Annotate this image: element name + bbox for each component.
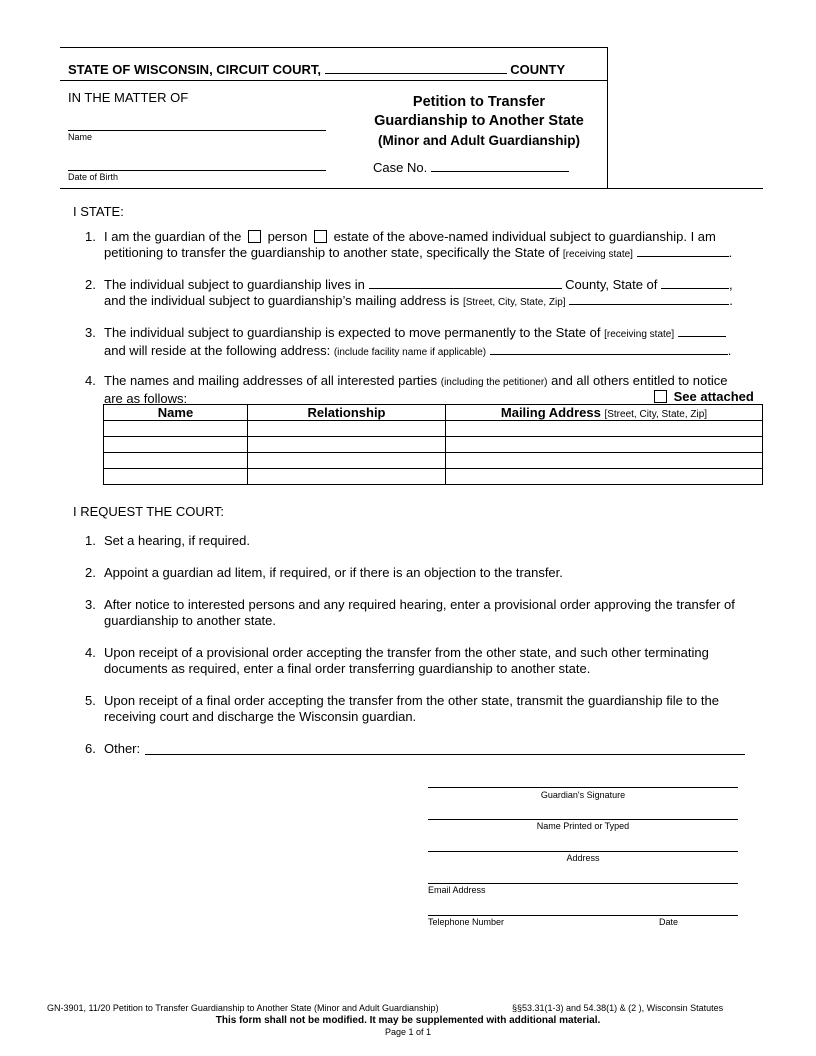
new-address-field[interactable] [490,343,728,355]
email-label: Email Address [428,885,486,895]
table-row [104,469,763,485]
mailing-address-hint: [Street, City, State, Zip] [462,297,566,308]
title-line-1: Petition to Transfer [412,94,546,110]
state-item-1-text-c: estate of the above-named individual subject to guardianship. I am [333,229,716,244]
person-checkbox[interactable] [248,230,261,243]
col-name-header: Name [104,405,248,421]
table-row [104,437,763,453]
relationship-cell[interactable] [248,437,446,453]
receiving-state-field[interactable] [637,245,729,257]
state-item-3-text-b: and will reside at the following address: [104,343,331,358]
see-attached-label: See attached [673,389,754,404]
phone-date-field[interactable] [428,915,738,916]
name-cell[interactable] [104,421,248,437]
receiving-state-hint: [receiving state] [562,249,633,260]
col-address-hint: [Street, City, State, Zip] [604,409,708,420]
state-item-2-text-b: County, State of [565,277,658,292]
state-item-4-text-b: and all others entitled to notice [551,373,728,388]
state-item-1: I am the guardian of the person estate of the above-named individual subject to guardianship. I am petitioning to transfer the guardianship to another state, specifically the State of [receiving state] . [104,229,733,260]
request-item-3-line-2: guardianship to another state. [104,613,277,628]
request-item-3 [104,597,735,629]
request-item-4-line-1: Upon receipt of a provisional order accepting the transfer from the other state, and such other terminating [104,645,709,660]
state-item-4 [104,373,727,407]
move-state-field[interactable] [678,325,726,337]
request-item-4-line-2: documents as required, enter a final order transferring guardianship to another state. [104,661,591,676]
request-item-6-num: 6. [85,741,96,756]
request-item-2: Appoint a guardian ad litem, if required, or if there is an objection to the transfer. [104,565,563,580]
other-label: Other: [104,741,141,756]
request-item-4 [104,645,709,677]
state-item-1-num: 1. [85,229,96,244]
request-item-4-num: 4. [85,645,96,660]
dob-field[interactable] [68,170,326,171]
date-label: Date [659,917,679,927]
state-item-4-num: 4. [85,373,96,388]
request-item-6 [104,741,140,757]
state-item-4-text-a: The names and mailing addresses of all interested parties [104,373,438,388]
other-field[interactable] [145,754,745,755]
county-lives-field[interactable] [369,277,562,289]
state-heading: I STATE: [73,204,124,219]
interested-parties-table [103,404,763,485]
name-cell[interactable] [104,437,248,453]
relationship-cell[interactable] [248,469,446,485]
case-no-label: Case No. [373,160,428,175]
request-item-1-num: 1. [85,533,96,548]
state-item-3-text-a: The individual subject to guardianship is expected to move permanently to the State of [104,325,601,340]
move-state-hint: [receiving state] [604,329,675,340]
footer-page: Page 1 of 1 [384,1027,432,1037]
request-item-1: Set a hearing, if required. [104,533,250,548]
petitioner-hint: (including the petitioner) [440,377,548,388]
header-bottom-rule [60,188,763,189]
relationship-cell[interactable] [248,421,446,437]
header-mid-rule [60,80,607,81]
footer-form-id: GN-3901, 11/20 Petition to Transfer Guardianship to Another State (Minor and Adult Guardianship) [47,1003,439,1013]
state-item-4-text-c: are as follows: [104,391,188,406]
address-cell[interactable] [446,437,763,453]
footer-notice: This form shall not be modified. It may be supplemented with additional material. [215,1015,601,1026]
printed-name-field[interactable] [428,819,738,820]
request-item-3-num: 3. [85,597,96,612]
title-line-2: Guardianship to Another State [374,113,584,129]
court-prefix: STATE OF WISCONSIN, CIRCUIT COURT, [68,62,322,77]
county-field[interactable] [325,62,507,74]
table-row [104,453,763,469]
title-line-3: (Minor and Adult Guardianship) [378,133,580,148]
state-item-3-num: 3. [85,325,96,340]
state-item-3: The individual subject to guardianship is expected to move permanently to the State of [receiving state] and will reside at the following address: (include facility name if applicable) . [104,325,732,358]
name-cell[interactable] [104,453,248,469]
signature-label: Guardian's Signature [540,790,626,800]
case-no-field[interactable] [431,160,569,172]
name-label: Name [68,132,93,142]
col-address-label: Mailing Address [500,405,601,420]
request-item-5 [104,693,719,725]
state-lives-field[interactable] [661,277,729,289]
county-label: COUNTY [510,62,566,77]
mailing-address-field[interactable] [569,293,729,305]
name-cell[interactable] [104,469,248,485]
state-item-2-text-c: and the individual subject to guardianship’s mailing address is [104,293,460,308]
state-item-1-text-a: I am the guardian of the [104,229,242,244]
state-item-2-num: 2. [85,277,96,292]
address-cell[interactable] [446,453,763,469]
request-heading: I REQUEST THE COURT: [73,504,224,519]
table-header-row [104,405,763,421]
footer-statutes: §§53.31(1-3) and 54.38(1) & (2 ), Wisconsin Statutes [512,1003,724,1013]
state-item-1-text-d: petitioning to transfer the guardianship to another state, specifically the State of [104,245,560,260]
address-cell[interactable] [446,469,763,485]
email-field[interactable] [428,883,738,884]
matter-label: IN THE MATTER OF [68,90,189,105]
court-line [68,62,565,77]
dob-label: Date of Birth [68,172,119,182]
see-attached[interactable] [654,389,754,404]
header-top-rule [60,47,607,48]
phone-label: Telephone Number [428,917,505,927]
col-relationship-header: Relationship [248,405,446,421]
case-no [373,160,569,175]
request-item-5-line-2: receiving court and discharge the Wisconsin guardian. [104,709,417,724]
address-cell[interactable] [446,421,763,437]
state-item-2-text-a: The individual subject to guardianship lives in [104,277,365,292]
see-attached-checkbox[interactable] [654,390,667,403]
request-item-3-line-1: After notice to interested persons and any required hearing, enter a provisional order approving the transfer of [104,597,735,612]
address-label: Address [566,853,600,863]
printed-name-label: Name Printed or Typed [536,821,630,831]
state-item-2: The individual subject to guardianship lives in County, State of , and the individual subject to guardianship’s mailing address is [Street, City, State, Zip] . [104,277,733,308]
relationship-cell[interactable] [248,453,446,469]
name-field[interactable] [68,130,326,131]
state-item-1-text-b: person [267,229,308,244]
table-row [104,421,763,437]
request-item-5-num: 5. [85,693,96,708]
request-item-5-line-1: Upon receipt of a final order accepting the transfer from the other state, transmit the guardianship file to the [104,693,719,708]
signature-field[interactable] [428,787,738,788]
form-title [340,93,618,150]
address-field[interactable] [428,851,738,852]
estate-checkbox[interactable] [314,230,327,243]
facility-hint: (include facility name if applicable) [333,347,487,358]
request-item-2-num: 2. [85,565,96,580]
col-address-header [446,405,763,421]
